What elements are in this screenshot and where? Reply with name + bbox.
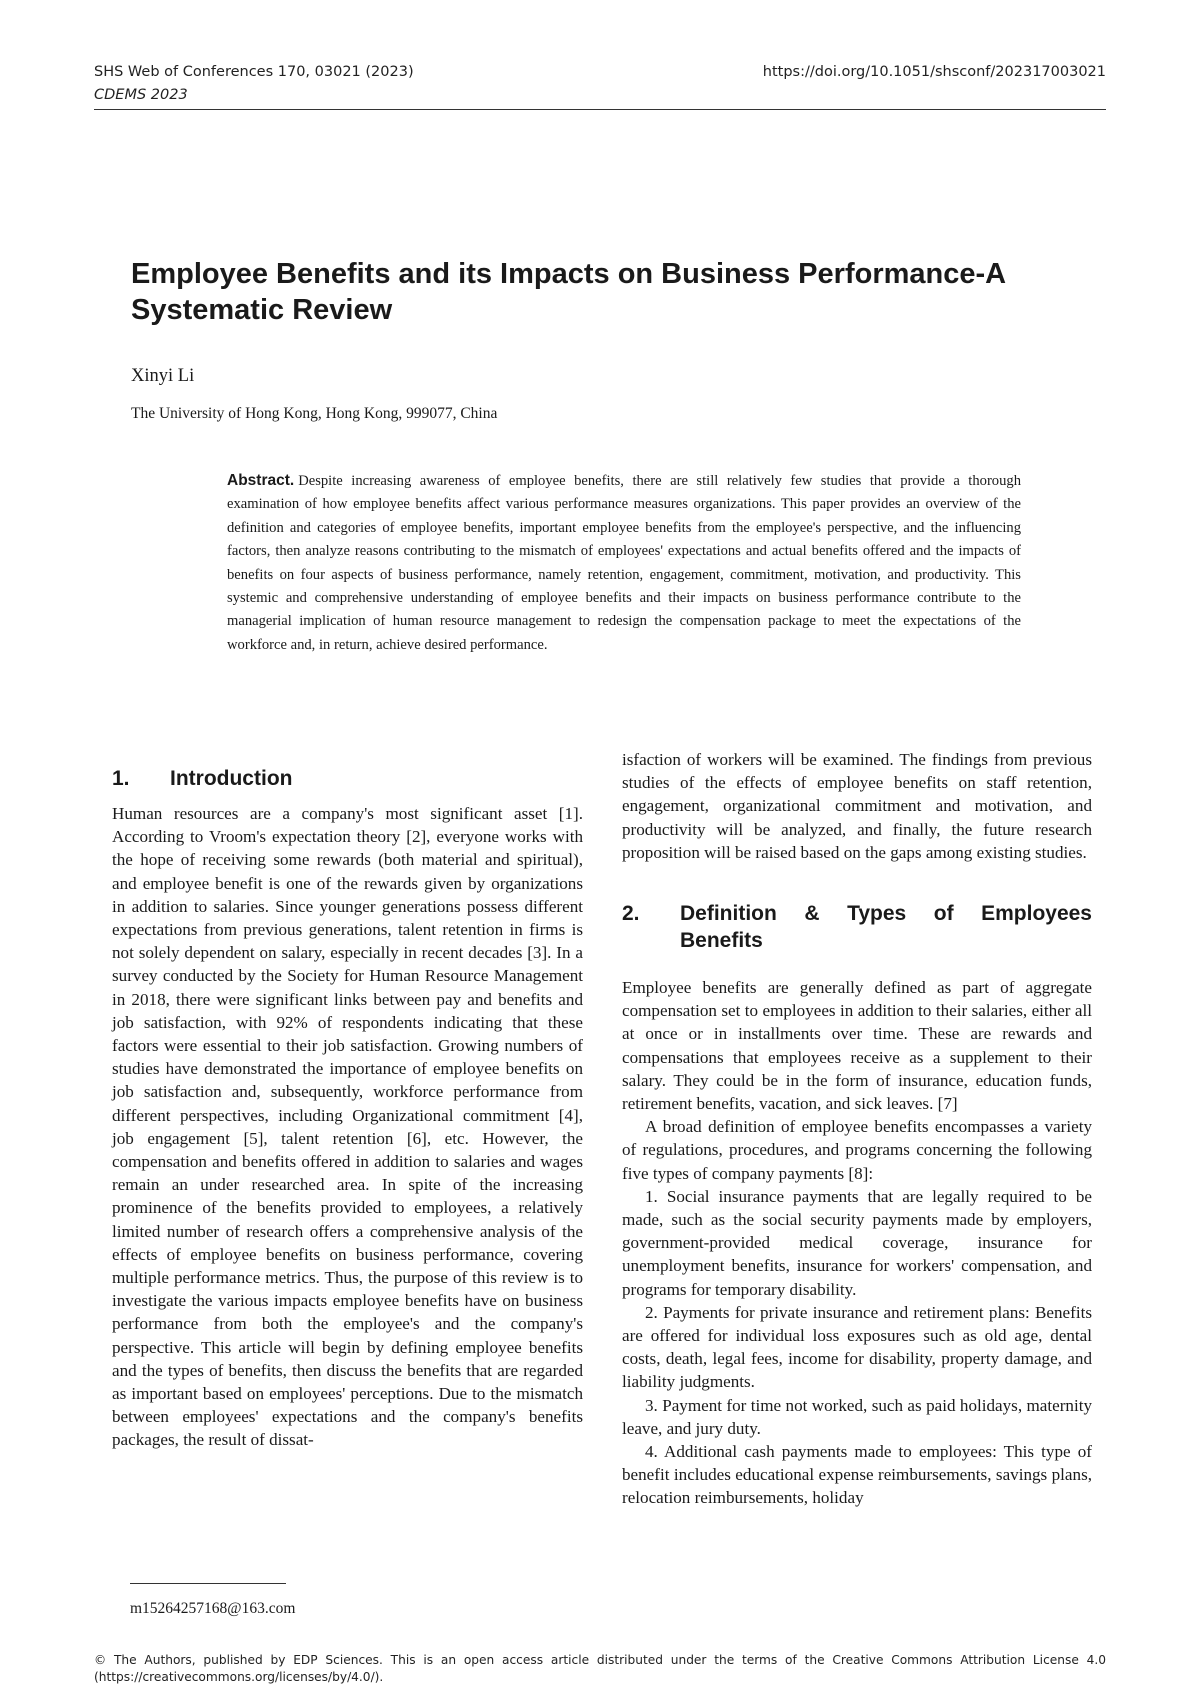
- left-column: [112, 762, 583, 1452]
- section-1-title: Introduction: [170, 767, 293, 790]
- abstract-text: Despite increasing awareness of employee benefits, there are still relatively few studies that provide a thorough examination of how employee benefits affect various performance measures organizations. This paper provides an overview of the definition and categories of employee benefits, important employee benefits from the employee's perspective, and the influencing factors, then analyze reasons contributing to the mismatch of employees' expectations and actual benefits offered and the impacts of benefits on four aspects of business performance, namely retention, engagement, commitment, motivation, and productivity. This systemic and comprehensive understanding of employee benefits and their impacts on business performance contribute to the managerial implication of human resource management to redesign the compensation package to meet the expectations of the workforce and, in return, achieve desired performance.: [227, 473, 1021, 653]
- doi-link[interactable]: https://doi.org/10.1051/shsconf/202317003021: [762, 64, 1106, 80]
- footnote-email[interactable]: m15264257168@163.com: [130, 1600, 296, 1617]
- abstract: [227, 469, 1021, 657]
- conference-name: CDEMS 2023: [94, 87, 188, 103]
- section-2-heading: [622, 900, 1092, 954]
- header-divider: [94, 109, 1106, 110]
- benefit-type-2: 2. Payments for private insurance and retirement plans: Benefits are offered for individual loss exposures such as old age, dental costs, death, legal fees, income for disability, property damage, and liability judgments.: [622, 1302, 1092, 1392]
- section-2-title: Definition & Types of Employees Benefits: [680, 902, 1092, 953]
- benefit-type-4: 4. Additional cash payments made to employees: This type of benefit includes educational expense reimbursements, savings plans, relocation reimbursements, holiday: [622, 1442, 1092, 1508]
- broad-definition-paragraph: A broad definition of employee benefits encompasses a variety of regulations, procedures, and programs concerning the following five types of company payments [8]:: [622, 1117, 1092, 1183]
- journal-reference: SHS Web of Conferences 170, 03021 (2023): [94, 64, 414, 80]
- license-notice: © The Authors, published by EDP Sciences. This is an open access article distributed under the terms of the Creative Commons Attribution License 4.0 (https://creativecommons.org/licenses/by/4.0/).: [94, 1653, 1106, 1684]
- introduction-continuation: isfaction of workers will be examined. The findings from previous studies of the effects of employee benefits on staff retention, engagement, organizational commitment and motivation, and productivity will be analyzed, and finally, the future research proposition will be raised based on the gaps among existing studies.: [622, 750, 1092, 862]
- introduction-paragraph: Human resources are a company's most significant asset [1]. According to Vroom's expectation theory [2], everyone works with the hope of receiving some rewards (both material and spiritual), and employee benefit is one of the rewards given by organizations in addition to salaries. Since younger generations possess different expectations from previous generations, talent retention in firms is not solely dependent on salary, especially in recent decades [3]. In a survey conducted by the Society for Human Resource Management in 2018, there were significant links between pay and benefits and job satisfaction, with 92% of respondents indicating that these factors were essential to their job satisfaction. Growing numbers of studies have demonstrated the importance of employee benefits on job satisfaction and, subsequently, workforce performance from different perspectives, including Organizational commitment [4], job engagement [5], talent retention [6], etc. However, the compensation and benefits offered in addition to salaries and wages remain an under researched area. In spite of the increasing prominence of the benefits provided to employees, a relatively limited number of research offers a comprehensive analysis of the effects of employee benefits on business performance, covering multiple performance metrics. Thus, the purpose of this review is to investigate the various impacts employee benefits have on business performance from both the employee's and the company's perspective. This article will begin by defining employee benefits and the types of benefits, then discuss the benefits that are regarded as important based on employees' perceptions. Due to the mismatch between employees' expectations and the company's benefits packages, the result of dissat-: [112, 804, 583, 1450]
- benefit-type-3: 3. Payment for time not worked, such as paid holidays, maternity leave, and jury duty.: [622, 1395, 1092, 1438]
- author-affiliation: The University of Hong Kong, Hong Kong, 999077, China: [131, 405, 498, 422]
- section-2-number: 2.: [622, 902, 640, 926]
- footnote-divider: [130, 1583, 286, 1584]
- paper-title: Employee Benefits and its Impacts on Business Performance-A Systematic Review: [131, 258, 1006, 326]
- author-name: Xinyi Li: [131, 366, 195, 386]
- right-column: [622, 748, 1092, 1510]
- abstract-label: Abstract.: [227, 472, 295, 489]
- benefit-type-1: 1. Social insurance payments that are legally required to be made, such as the social security payments made by employers, government-provided medical coverage, insurance for unemployment benefits, insurance for workers' compensation, and programs for temporary disability.: [622, 1186, 1092, 1299]
- section-1-number: 1.: [112, 767, 130, 790]
- definition-paragraph: Employee benefits are generally defined as part of aggregate compensation set to employees in addition to their salaries, either all at once or in installments over time. These are rewards and compensations that employees receive as a supplement to their salary. They could be in the form of insurance, education funds, retirement benefits, vacation, and sick leaves. [7]: [622, 978, 1092, 1114]
